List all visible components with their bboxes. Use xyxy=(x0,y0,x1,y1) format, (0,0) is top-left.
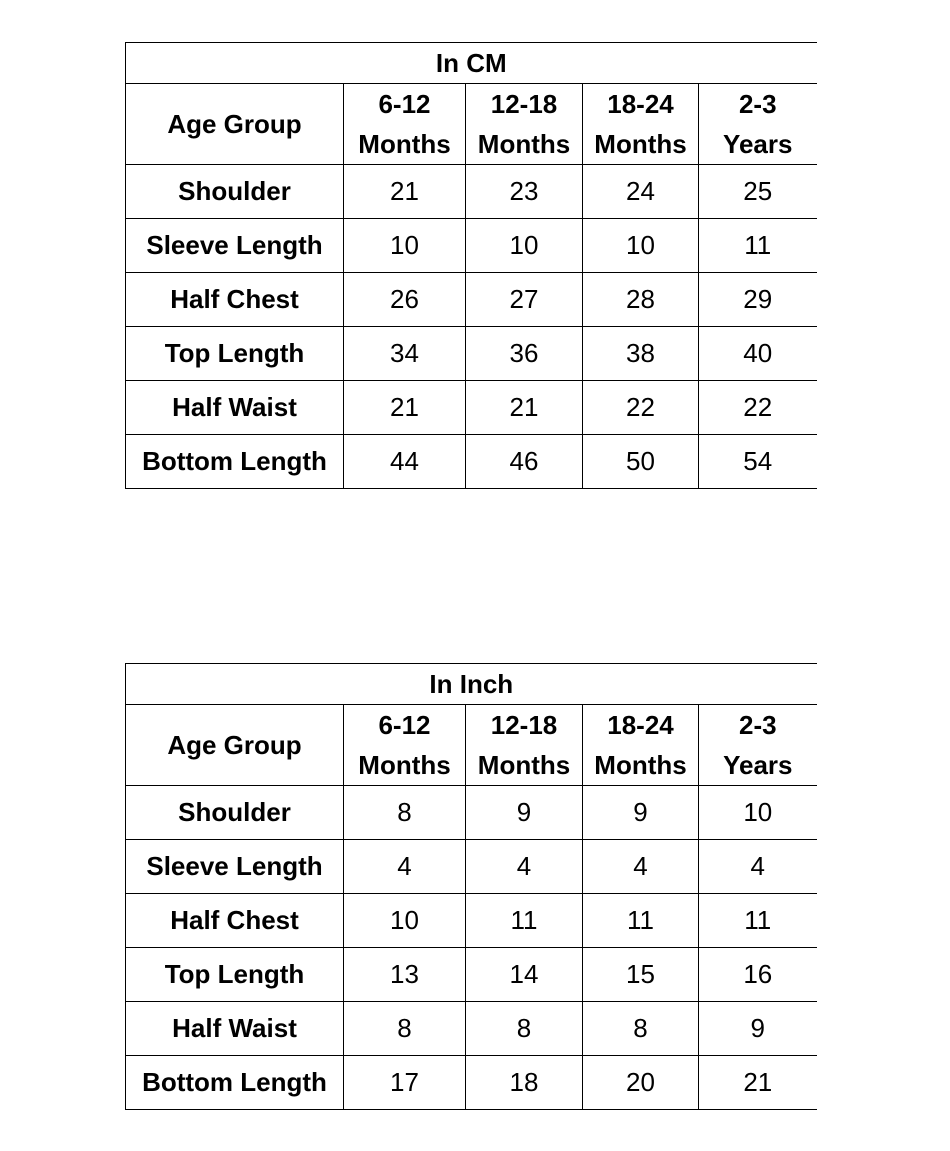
table-row xyxy=(126,219,817,273)
row-label: Half Chest xyxy=(126,894,344,948)
age-group-header: Age Group xyxy=(126,84,344,165)
column-header xyxy=(344,84,466,165)
table-title: In CM xyxy=(126,43,817,84)
column-header xyxy=(699,84,817,165)
table-row xyxy=(126,840,817,894)
table-cell: 22 xyxy=(699,381,817,435)
table-title-row xyxy=(126,43,817,84)
table-cell: 8 xyxy=(344,786,466,840)
table-cell: 25 xyxy=(699,165,817,219)
column-header xyxy=(583,84,699,165)
table-cell: 10 xyxy=(344,219,466,273)
age-group-header: Age Group xyxy=(126,705,344,786)
table-cell: 21 xyxy=(466,381,583,435)
table-cell: 40 xyxy=(699,327,817,381)
row-label: Half Waist xyxy=(126,1002,344,1056)
column-header-range: 6-12 xyxy=(378,710,431,740)
row-label: Sleeve Length xyxy=(126,840,344,894)
column-header xyxy=(583,705,699,786)
table-cell: 24 xyxy=(583,165,699,219)
column-header-unit: Months xyxy=(594,750,687,780)
table-cell: 36 xyxy=(466,327,583,381)
table-cell: 13 xyxy=(344,948,466,1002)
table-header-row xyxy=(126,705,817,786)
column-header xyxy=(699,705,817,786)
table-cell: 8 xyxy=(583,1002,699,1056)
table-row xyxy=(126,435,817,489)
table-cell: 8 xyxy=(344,1002,466,1056)
table-row xyxy=(126,1002,817,1056)
table-cell: 23 xyxy=(466,165,583,219)
size-chart-inch-table xyxy=(125,663,817,1110)
table-cell: 4 xyxy=(466,840,583,894)
column-header-range: 18-24 xyxy=(607,710,674,740)
row-label: Half Waist xyxy=(126,381,344,435)
table-cell: 11 xyxy=(466,894,583,948)
table-cell: 46 xyxy=(466,435,583,489)
table-cell: 14 xyxy=(466,948,583,1002)
table-cell: 21 xyxy=(699,1056,817,1110)
column-header-range: 12-18 xyxy=(490,710,558,740)
row-label: Top Length xyxy=(126,948,344,1002)
table-cell: 11 xyxy=(699,219,817,273)
row-label: Top Length xyxy=(126,327,344,381)
table-cell: 21 xyxy=(344,165,466,219)
row-label: Shoulder xyxy=(126,165,344,219)
table-cell: 38 xyxy=(583,327,699,381)
table-cell: 27 xyxy=(466,273,583,327)
table-cell: 17 xyxy=(344,1056,466,1110)
table-row xyxy=(126,381,817,435)
table-cell: 54 xyxy=(699,435,817,489)
table-cell: 9 xyxy=(699,1002,817,1056)
table-cell: 34 xyxy=(344,327,466,381)
column-header-range: 2-3 xyxy=(738,710,777,740)
column-header xyxy=(466,705,583,786)
table-row xyxy=(126,165,817,219)
table-cell: 16 xyxy=(699,948,817,1002)
row-label: Shoulder xyxy=(126,786,344,840)
column-header-unit: Months xyxy=(477,129,571,159)
row-label: Half Chest xyxy=(126,273,344,327)
table-row xyxy=(126,273,817,327)
row-label: Bottom Length xyxy=(126,1056,344,1110)
table-cell: 18 xyxy=(466,1056,583,1110)
table-title: In Inch xyxy=(126,664,817,705)
table-cell: 10 xyxy=(466,219,583,273)
table-cell: 15 xyxy=(583,948,699,1002)
column-header-range: 6-12 xyxy=(378,89,431,119)
table-cell: 20 xyxy=(583,1056,699,1110)
table-cell: 10 xyxy=(583,219,699,273)
table-header-row xyxy=(126,84,817,165)
column-header-unit: Years xyxy=(723,750,793,780)
table-cell: 28 xyxy=(583,273,699,327)
table-row xyxy=(126,1056,817,1110)
row-label: Sleeve Length xyxy=(126,219,344,273)
size-chart-cm-table xyxy=(125,42,817,489)
table-cell: 11 xyxy=(699,894,817,948)
table-cell: 4 xyxy=(583,840,699,894)
column-header-unit: Months xyxy=(594,129,687,159)
column-header-range: 18-24 xyxy=(607,89,674,119)
table-cell: 10 xyxy=(699,786,817,840)
table-cell: 29 xyxy=(699,273,817,327)
table-cell: 11 xyxy=(583,894,699,948)
column-header-range: 12-18 xyxy=(490,89,558,119)
column-header-unit: Months xyxy=(358,129,451,159)
table-title-row xyxy=(126,664,817,705)
column-header-unit: Years xyxy=(723,129,793,159)
column-header-unit: Months xyxy=(477,750,571,780)
row-label: Bottom Length xyxy=(126,435,344,489)
table-cell: 22 xyxy=(583,381,699,435)
table-cell: 10 xyxy=(344,894,466,948)
table-cell: 4 xyxy=(344,840,466,894)
column-header xyxy=(344,705,466,786)
table-cell: 9 xyxy=(466,786,583,840)
table-cell: 21 xyxy=(344,381,466,435)
table-cell: 8 xyxy=(466,1002,583,1056)
table-row xyxy=(126,327,817,381)
table-cell: 44 xyxy=(344,435,466,489)
table-row xyxy=(126,948,817,1002)
table-cell: 26 xyxy=(344,273,466,327)
table-row xyxy=(126,894,817,948)
column-header-unit: Months xyxy=(358,750,451,780)
table-cell: 50 xyxy=(583,435,699,489)
table-row xyxy=(126,786,817,840)
column-header-range: 2-3 xyxy=(738,89,777,119)
table-cell: 4 xyxy=(699,840,817,894)
table-cell: 9 xyxy=(583,786,699,840)
column-header xyxy=(466,84,583,165)
